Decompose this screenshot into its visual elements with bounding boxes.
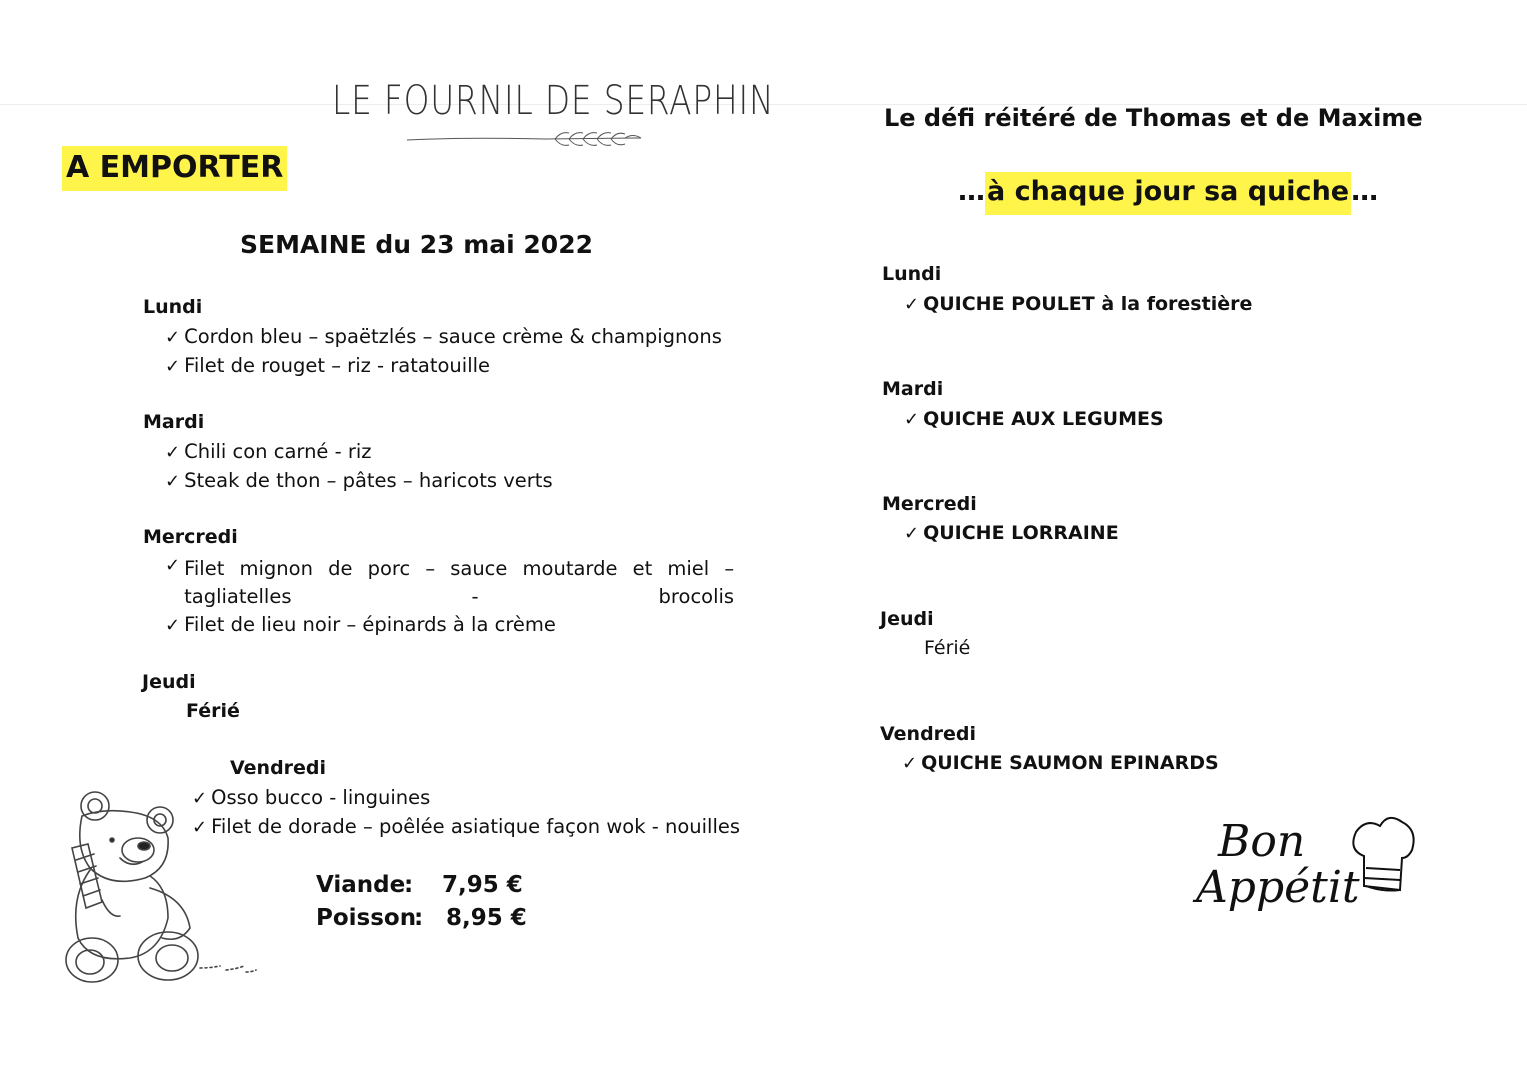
menu-item (165, 613, 556, 636)
menu-item (192, 815, 740, 838)
menu-item (165, 325, 722, 348)
day-lundi: Lundi (143, 296, 203, 318)
price-label: Poisson (316, 905, 417, 931)
menu-item-text: Filet mignon de porc – sauce moutarde et miel – tagliatelles - brocolis (184, 557, 735, 608)
menu-item (165, 440, 372, 463)
day-jeudi: Jeudi (142, 671, 196, 693)
price-separator: : (404, 872, 414, 898)
menu-item (165, 354, 490, 377)
check-icon: ✓ (165, 555, 181, 576)
quiche-item-text: QUICHE LORRAINE (923, 522, 1119, 544)
menu-item-text: Filet de lieu noir – épinards à la crème (184, 613, 556, 636)
signoff-word-bon: Bon (1218, 816, 1306, 867)
price-row (316, 872, 523, 898)
subtitle-highlight: à chaque jour sa quiche (985, 172, 1351, 215)
takeaway-title: A EMPORTER (62, 146, 287, 191)
check-icon: ✓ (904, 294, 920, 315)
check-icon: ✓ (165, 615, 181, 636)
check-icon: ✓ (904, 409, 920, 430)
menu-item (165, 555, 734, 611)
menu-item-text: Chili con carné - riz (184, 440, 372, 463)
signoff-word-appetit: Appétit (1196, 862, 1360, 913)
check-icon: ✓ (192, 817, 208, 838)
menu-item-text: Filet de rouget – riz - ratatouille (184, 354, 491, 377)
day-mardi: Mardi (882, 378, 944, 400)
bon-appetit-logo (1188, 806, 1420, 924)
wheat-icon (405, 128, 645, 150)
check-icon: ✓ (165, 356, 181, 377)
menu-item-text: Steak de thon – pâtes – haricots verts (184, 469, 553, 492)
chef-hat-icon (1353, 818, 1413, 891)
day-lundi: Lundi (882, 263, 942, 285)
price-row (316, 905, 527, 931)
teddy-bear-icon (50, 788, 260, 988)
day-mardi: Mardi (143, 411, 205, 433)
quiche-item (904, 293, 1252, 315)
quiche-item-text: QUICHE AUX LEGUMES (923, 408, 1164, 430)
day-mercredi: Mercredi (143, 526, 238, 548)
menu-item-text: Filet de dorade – poêlée asiatique façon wok - nouilles (211, 815, 741, 838)
brand-logo-text: LE FOURNIL DE SERAPHIN (332, 78, 775, 124)
day-jeudi: Jeudi (880, 608, 934, 630)
price-value: 7,95 € (442, 872, 523, 898)
quiche-item (902, 752, 1219, 774)
week-title: SEMAINE du 23 mai 2022 (240, 230, 593, 259)
day-vendredi: Vendredi (230, 757, 327, 779)
price-separator: : (414, 905, 424, 931)
holiday-note: Férié (186, 700, 240, 722)
quiche-item-text: QUICHE POULET à la forestière (923, 293, 1253, 315)
price-label: Viande (316, 872, 406, 898)
check-icon: ✓ (192, 788, 208, 809)
menu-item-text: Osso bucco - linguines (211, 786, 431, 809)
quiche-item (904, 522, 1119, 544)
menu-item (165, 469, 553, 492)
check-icon: ✓ (165, 442, 181, 463)
check-icon: ✓ (165, 327, 181, 348)
price-value: 8,95 € (446, 905, 527, 931)
menu-item-text: Cordon bleu – spaëtzlés – sauce crème & champignons (184, 325, 722, 348)
check-icon: ✓ (165, 471, 181, 492)
day-vendredi: Vendredi (880, 723, 977, 745)
subtitle-ellipsis: … (958, 176, 985, 207)
subtitle-ellipsis: … (1351, 176, 1379, 207)
challenge-title: Le défi réitéré de Thomas et de Maxime (884, 104, 1423, 132)
challenge-subtitle (958, 176, 1378, 207)
day-mercredi: Mercredi (882, 493, 977, 515)
quiche-item-text: QUICHE SAUMON EPINARDS (921, 752, 1219, 774)
quiche-item (904, 408, 1164, 430)
check-icon: ✓ (902, 753, 918, 774)
check-icon: ✓ (904, 523, 920, 544)
holiday-note: Férié (924, 637, 971, 659)
